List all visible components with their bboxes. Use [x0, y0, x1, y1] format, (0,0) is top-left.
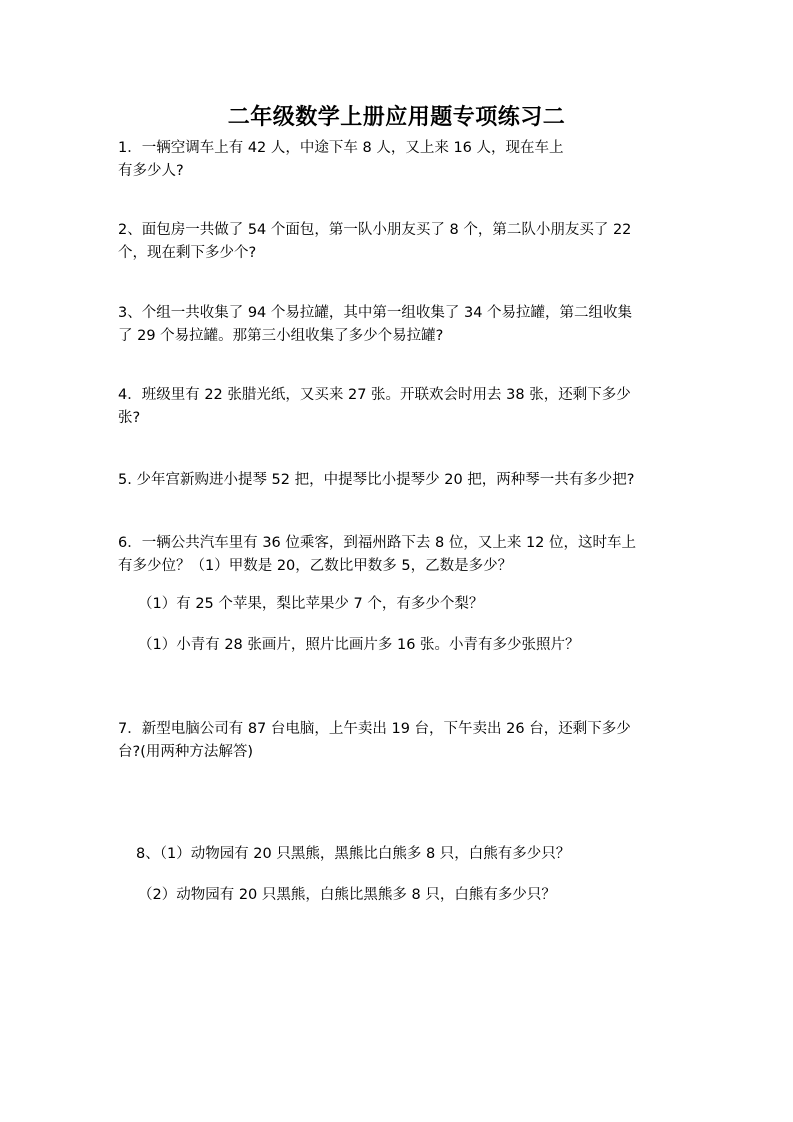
question-2: [118, 219, 678, 265]
question-7-line-2: 台?(用两种方法解答): [118, 744, 254, 760]
question-7: [118, 718, 678, 764]
question-2-line-2: 个，现在剩下多少个?: [118, 245, 257, 261]
question-5: [118, 469, 678, 492]
question-8-line-2: （2）动物园有 20 只黑熊，白熊比黑熊多 8 只，白熊有多少只？: [138, 887, 556, 903]
question-6-sub-1-line: （1）有 25 个苹果，梨比苹果少 7 个，有多少个梨？: [138, 596, 484, 612]
question-6-sub-2-line: （1）小青有 28 张画片，照片比画片多 16 张。小青有多少张照片？: [138, 637, 580, 653]
question-6: [118, 532, 678, 578]
question-1-line-1: 1．一辆空调车上有 42 人，中途下车 8 人，又上来 16 人，现在车上: [118, 140, 564, 156]
question-8-part-2: [138, 884, 698, 907]
question-2-line-1: 2、面包房一共做了 54 个面包，第一队小朋友买了 8 个，第二队小朋友买了 22: [118, 222, 632, 238]
question-3-line-1: 3、个组一共收集了 94 个易拉罐，其中第一组收集了 34 个易拉罐，第二组收集: [118, 305, 633, 321]
question-3: [118, 302, 678, 348]
question-4-line-1: 4．班级里有 22 张腊光纸，又买来 27 张。开联欢会时用去 38 张，还剩下多少: [118, 387, 631, 403]
question-4: [118, 384, 678, 430]
question-6-sub-2: [138, 634, 698, 657]
question-7-line-1: 7．新型电脑公司有 87 台电脑，上午卖出 19 台，下午卖出 26 台，还剩下多少: [118, 721, 631, 737]
question-1-line-2: 有多少人?: [118, 163, 184, 179]
question-6-line-1: 6．一辆公共汽车里有 36 位乘客，到福州路下去 8 位，又上来 12 位，这时车上: [118, 535, 637, 551]
page-title: 二年级数学上册应用题专项练习二: [227, 105, 566, 130]
question-1: [118, 137, 678, 183]
question-5-line-1: 5. 少年宫新购进小提琴 52 把，中提琴比小提琴少 20 把，两种琴一共有多少把?: [118, 472, 635, 488]
question-6-line-2: 有多少位？（1）甲数是 20，乙数比甲数多 5，乙数是多少？: [118, 558, 513, 574]
question-3-line-2: 了 29 个易拉罐。那第三小组收集了多少个易拉罐?: [118, 328, 444, 344]
question-8: [136, 843, 696, 866]
question-6-sub-1: [138, 593, 698, 616]
question-8-line-1: 8、（1）动物园有 20 只黑熊，黑熊比白熊多 8 只，白熊有多少只？: [136, 846, 571, 862]
question-4-line-2: 张?: [118, 410, 141, 426]
